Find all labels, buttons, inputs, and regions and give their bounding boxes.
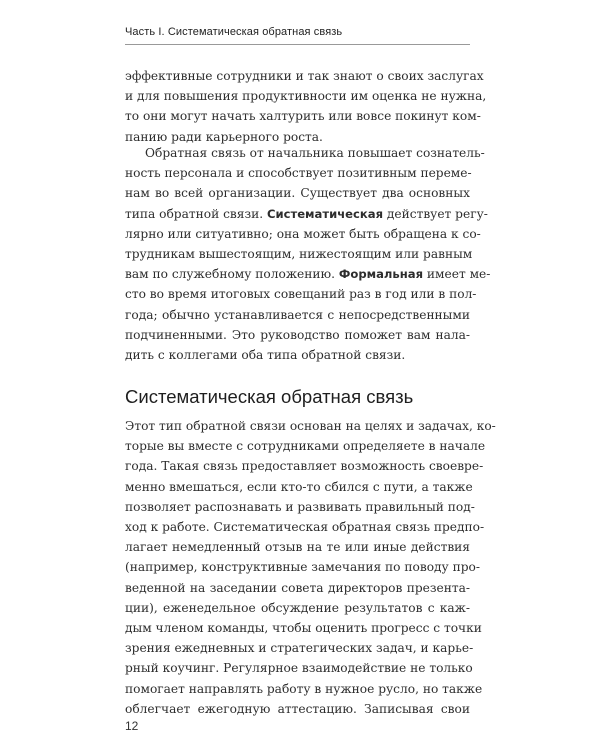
section-paragraph [125,416,496,719]
running-header: Часть I. Систематическая обратная связь [125,26,343,38]
text-line: подчиненными. Это руководство поможет вам нала- [125,327,470,342]
text-fragment: имеет ме- [423,267,491,282]
text-line: позволяет распознавать и развивать правильный под- [125,499,475,514]
text-line: лагает немедленный отзыв на те или иные действия [125,540,470,555]
text-line: года; обычно устанавливается с непосредственными [125,307,470,322]
text-line: ность персонала и способствует позитивным переме- [125,166,472,181]
text-line: Этот тип обратной связи основан на целях и задачах, ко- [125,419,496,433]
text-line: панию ради карьерного роста. [125,129,323,144]
text-fragment: типа обратной связи. [125,206,267,221]
text-line: помогает направлять работу в нужное русло, но также [125,681,483,696]
text-line: дым членом команды, чтобы оценить прогресс с точки [125,621,482,636]
text-line: то они могут начать халтурить или вовсе покинут ком- [125,109,481,124]
text-line: торые вы вместе с сотрудниками определяете в начале [125,439,486,454]
section-heading: Систематическая обратная связь [125,386,414,407]
text-line: облегчает ежегодную аттестацию. Записывая свои [125,701,470,716]
text-line: эффективные сотрудники и так знают о своих заслугах [125,69,484,83]
text-line: Обратная связь от начальника повышает сознатель- [145,146,485,160]
text-line: (например, конструктивные замечания по поводу про- [125,560,480,575]
text-line: нам во всей организации. Существует два основных [125,186,470,201]
text-line: ции), еженедельное обсуждение результатов с каж- [125,600,470,615]
text-line: и для повышения продуктивности им оценка не нужна, [125,89,487,104]
text-fragment: действует регу- [383,206,488,221]
term-systematic: Систематическая [266,206,384,221]
intro-paragraph [125,66,487,147]
text-line: ход к работе. Систематическая обратная связь предпо- [125,520,485,535]
text-fragment: вам по служебному положению. [125,267,339,282]
text-line [125,264,491,284]
page-number: 12 [125,719,139,733]
text-line: дить с коллегами оба типа обратной связи. [125,348,406,363]
term-formal: Формальная [338,267,424,282]
text-line [125,204,488,224]
text-line: рный коучинг. Регулярное взаимодействие не только [125,661,473,676]
text-line: трудникам вышестоящим, нижестоящим или равным [125,247,473,262]
text-line: сто во время итоговых совещаний раз в год или в пол- [125,287,477,302]
text-line: лярно или ситуативно; она может быть обращена к со- [125,226,481,241]
second-paragraph [125,143,491,365]
header-rule [125,44,470,45]
text-line: менно вмешаться, если кто-то сбился с пути, а также [125,479,473,494]
text-line: года. Такая связь предоставляет возможность своевре- [125,459,484,474]
text-line: веденной на заседании совета директоров презента- [125,580,470,595]
text-line: зрения ежедневных и стратегических задач, и карье- [125,641,474,656]
